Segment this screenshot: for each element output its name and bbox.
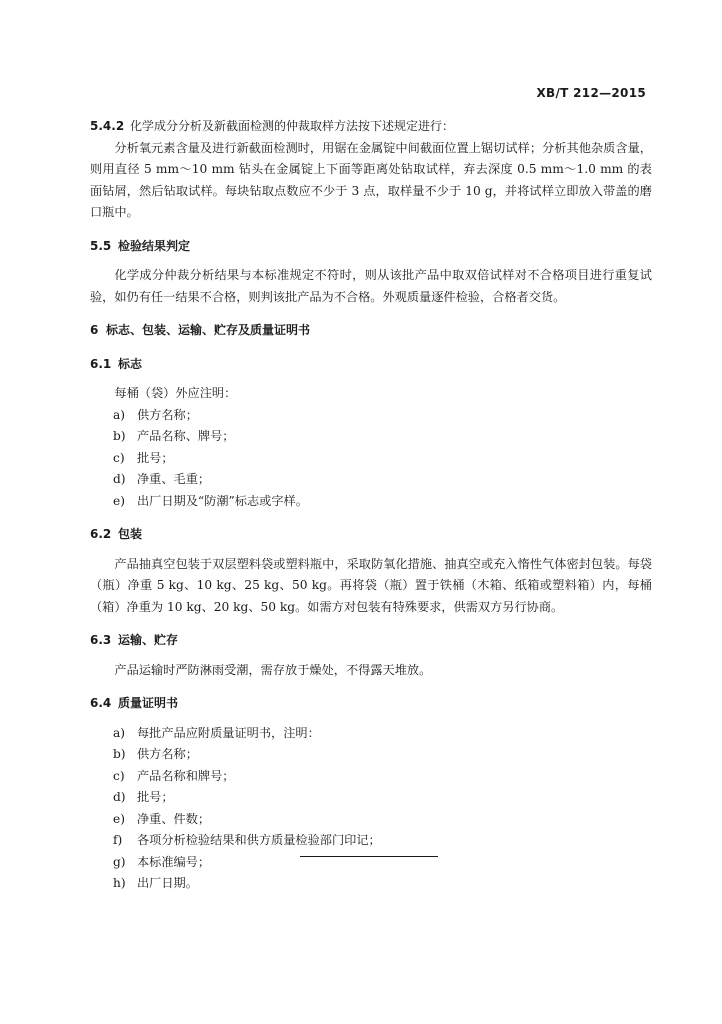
list-item: h) 出厂日期。	[113, 876, 198, 890]
list-item: c) 产品名称和牌号；	[113, 768, 235, 783]
end-of-document-rule	[300, 856, 438, 857]
clause-number: 6.1	[90, 356, 112, 371]
list-item: d) 批号；	[113, 790, 174, 804]
standard-code: XB/T 212—2015	[536, 86, 646, 100]
clause-6-1-intro: 每桶（袋）外应注明：	[114, 386, 237, 400]
list-item: c) 批号；	[113, 450, 174, 465]
clause-6-2-heading	[90, 524, 652, 546]
clause-number: 6.3	[90, 633, 112, 647]
clause-number: 5.4.2	[90, 119, 125, 133]
list-item: g) 本标准编号；	[113, 854, 211, 869]
clause-number: 6.4	[90, 696, 112, 710]
list-item: a) 供方名称；	[113, 407, 198, 422]
list-item: a) 每批产品应附质量证明书，注明：	[113, 725, 320, 740]
chapter-title: 标志、包装、运输、贮存及质量证明书	[106, 323, 311, 337]
clause-5-5-paragraph: 化学成分仲裁分析结果与本标准规定不符时，则从该批产品中取双倍试样对不合格项目进行重复试验，如仍有任一结果不合格，则判该批产品为不合格。外观质量逐件检验，合格者交货。	[90, 268, 652, 304]
clause-title: 运输、贮存	[118, 633, 179, 647]
clause-6-1-heading	[90, 354, 652, 376]
clause-title: 质量证明书	[118, 696, 179, 710]
list-item: f) 各项分析检验结果和供方质量检验部门印记；	[113, 833, 381, 847]
list-item: d) 净重、毛重；	[113, 472, 211, 486]
marking-list	[90, 405, 652, 513]
document-body	[90, 116, 652, 895]
clause-5-4-2-heading	[90, 116, 652, 138]
list-item: e) 净重、件数；	[113, 811, 211, 826]
clause-number: 5.5	[90, 238, 112, 253]
clause-6-3-heading	[90, 630, 652, 652]
clause-title: 化学成分分析及新截面检测的仲裁取样方法按下述规定进行：	[130, 119, 455, 133]
clause-title: 检验结果判定	[118, 238, 191, 253]
chapter-number: 6	[90, 323, 99, 337]
list-item: e) 出厂日期及“防潮”标志或字样。	[113, 493, 308, 508]
clause-6-4-heading	[90, 693, 652, 715]
list-item: b) 供方名称；	[113, 747, 198, 761]
clause-title: 包装	[118, 527, 143, 541]
list-item: b) 产品名称、牌号；	[113, 429, 235, 443]
clause-6-2-paragraph: 产品抽真空包装于双层塑料袋或塑料瓶中，采取防氧化措施、抽真空或充入惰性气体密封包装。每袋（瓶）净重 5 kg、10 kg、25 kg、50 kg。再将袋（瓶）置于铁桶（木箱、纸箱或塑料箱）内，每桶（箱）净重为 10 kg、20 kg、50 kg。如需方对包装有特殊要求，供需双方另行协商。	[90, 556, 652, 614]
clause-5-4-2-paragraph: 分析氧元素含量及进行新截面检测时，用锯在金属锭中间截面位置上锯切试样；分析其他杂质含量，则用直径 5 mm～10 mm 钻头在金属锭上下面等距离处钻取试样，弃去深度 0.5 mm～1.0 mm 的表面钻屑，然后钻取试样。每块钻取点数应不少于 3 点，取样量不少于 10 g，并将试样立即放入带盖的磨口瓶中。	[90, 140, 652, 219]
certificate-list	[90, 723, 652, 895]
clause-6-3-paragraph: 产品运输时严防淋雨受潮，需存放于燥处，不得露天堆放。	[114, 662, 432, 677]
clause-5-5-heading	[90, 236, 652, 258]
chapter-6-heading	[90, 320, 652, 342]
clause-number: 6.2	[90, 527, 112, 541]
clause-title: 标志	[118, 356, 143, 371]
